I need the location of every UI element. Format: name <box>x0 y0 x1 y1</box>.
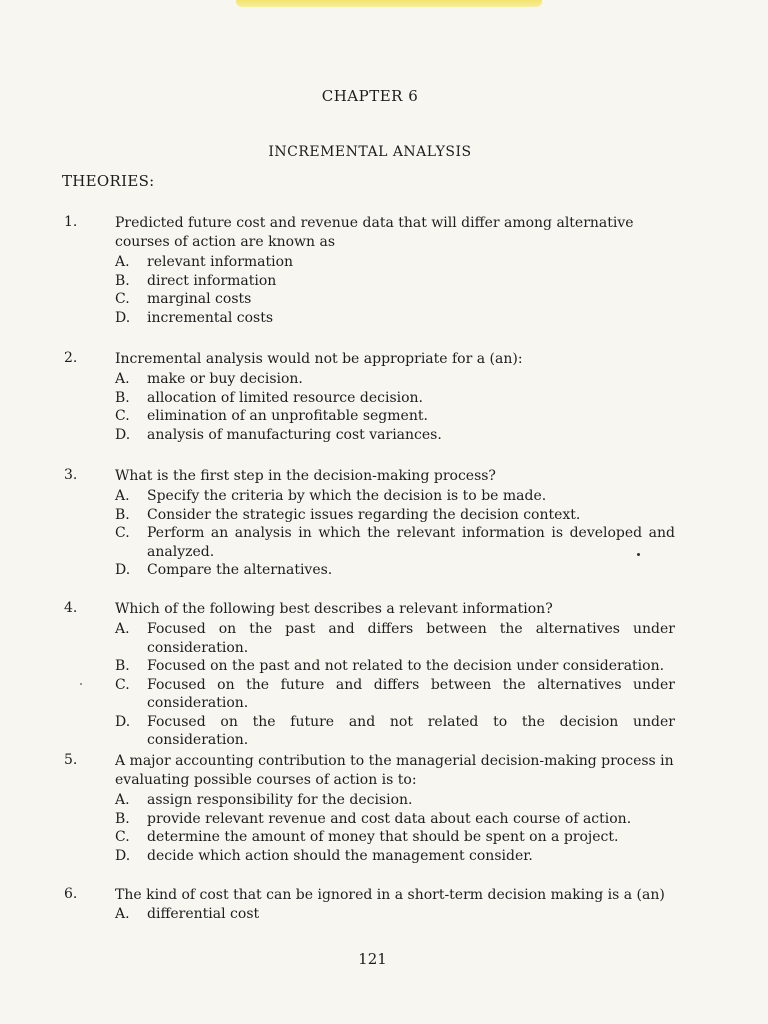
option-text: Specify the criteria by which the decision is to be made. <box>147 488 547 504</box>
option-letter: B. <box>115 658 130 674</box>
question-number: 6. <box>64 886 78 902</box>
option-d <box>115 713 675 750</box>
question-number: 3. <box>64 467 78 483</box>
option-b <box>115 389 675 408</box>
question-number: 2. <box>64 350 78 366</box>
option-text: marginal costs <box>147 291 252 307</box>
option-b <box>115 810 675 829</box>
option-letter: C. <box>115 525 130 541</box>
option-a <box>115 370 675 389</box>
option-d <box>115 309 675 328</box>
option-d <box>115 426 675 445</box>
option-letter: A. <box>115 906 130 922</box>
option-text: incremental costs <box>147 309 274 326</box>
question-number: 5. <box>64 752 78 768</box>
option-a <box>115 487 675 506</box>
question-text: Incremental analysis would not be appropriate for a (an): <box>115 351 523 367</box>
option-text: analysis of manufacturing cost variances. <box>147 426 442 443</box>
option-letter: D. <box>115 847 131 864</box>
option-letter: C. <box>115 291 130 307</box>
option-text: Perform an analysis in which the relevant information is developed and analyzed. <box>147 525 675 560</box>
option-text: provide relevant revenue and cost data about each course of action. <box>147 810 632 827</box>
option-text: differential cost <box>147 906 260 922</box>
option-letter: A. <box>115 488 130 504</box>
option-text: Focused on the future and differs between the alternatives under consideration. <box>147 676 675 711</box>
option-text: Compare the alternatives. <box>147 562 333 578</box>
section-title: INCREMENTAL ANALYSIS <box>268 144 472 160</box>
option-letter: A. <box>115 792 130 808</box>
option-letter: D. <box>115 713 131 730</box>
option-b <box>115 272 675 291</box>
option-text: Focused on the future and not related to the decision under consideration. <box>147 713 675 748</box>
option-letter: A. <box>115 621 130 637</box>
option-b <box>115 506 675 525</box>
option-text: elimination of an unprofitable segment. <box>147 408 428 424</box>
question-text: The kind of cost that can be ignored in a short-term decision making is a (an) <box>115 887 665 903</box>
answer-options <box>115 791 675 865</box>
theories-heading: THEORIES: <box>62 172 155 190</box>
option-d <box>115 561 675 580</box>
option-letter: C. <box>115 408 130 424</box>
option-letter: D. <box>115 562 131 578</box>
option-b <box>115 657 675 676</box>
option-c <box>115 676 675 713</box>
option-c <box>115 290 675 309</box>
option-letter: C. <box>115 676 130 693</box>
option-a <box>115 620 675 657</box>
option-text: Consider the strategic issues regarding the decision context. <box>147 506 581 523</box>
option-letter: B. <box>115 389 130 406</box>
option-text: determine the amount of money that should be spent on a project. <box>147 829 619 845</box>
question-text: A major accounting contribution to the managerial decision-making process in evaluating possible courses of action is to: <box>115 753 674 788</box>
option-a <box>115 791 675 810</box>
answer-options <box>115 905 675 924</box>
option-text: relevant information <box>147 254 294 270</box>
answer-options <box>115 487 675 580</box>
question-number: 1. <box>64 214 78 230</box>
page-number: 121 <box>358 950 387 968</box>
question-text: What is the first step in the decision-making process? <box>115 468 496 484</box>
question-number: 4. <box>64 600 78 616</box>
question-text: Which of the following best describes a relevant information? <box>115 601 553 617</box>
answer-options <box>115 620 675 750</box>
scan-speck <box>80 683 82 685</box>
option-text: assign responsibility for the decision. <box>147 792 413 808</box>
answer-options <box>115 370 675 444</box>
option-text: direct information <box>147 272 277 289</box>
chapter-title: CHAPTER 6 <box>321 87 419 105</box>
option-text: allocation of limited resource decision. <box>147 389 424 406</box>
option-letter: A. <box>115 254 130 270</box>
question-text: Predicted future cost and revenue data that will differ among alternative courses of action are known as <box>115 215 634 250</box>
option-letter: D. <box>115 426 131 443</box>
option-a <box>115 905 675 924</box>
highlighter-mark <box>236 0 542 7</box>
option-text: Focused on the past and not related to the decision under consideration. <box>147 658 665 674</box>
option-d <box>115 847 675 866</box>
answer-options <box>115 253 675 327</box>
option-text: make or buy decision. <box>147 371 303 387</box>
option-c <box>115 407 675 426</box>
option-text: decide which action should the management consider. <box>147 847 533 864</box>
option-letter: B. <box>115 272 130 289</box>
option-letter: B. <box>115 506 130 523</box>
option-letter: C. <box>115 829 130 845</box>
option-c <box>115 828 675 847</box>
option-letter: D. <box>115 309 131 326</box>
option-letter: A. <box>115 371 130 387</box>
option-text: Focused on the past and differs between the alternatives under consideration. <box>147 621 675 656</box>
option-letter: B. <box>115 810 130 827</box>
scan-speck <box>637 553 640 556</box>
option-c <box>115 524 675 561</box>
option-a <box>115 253 675 272</box>
